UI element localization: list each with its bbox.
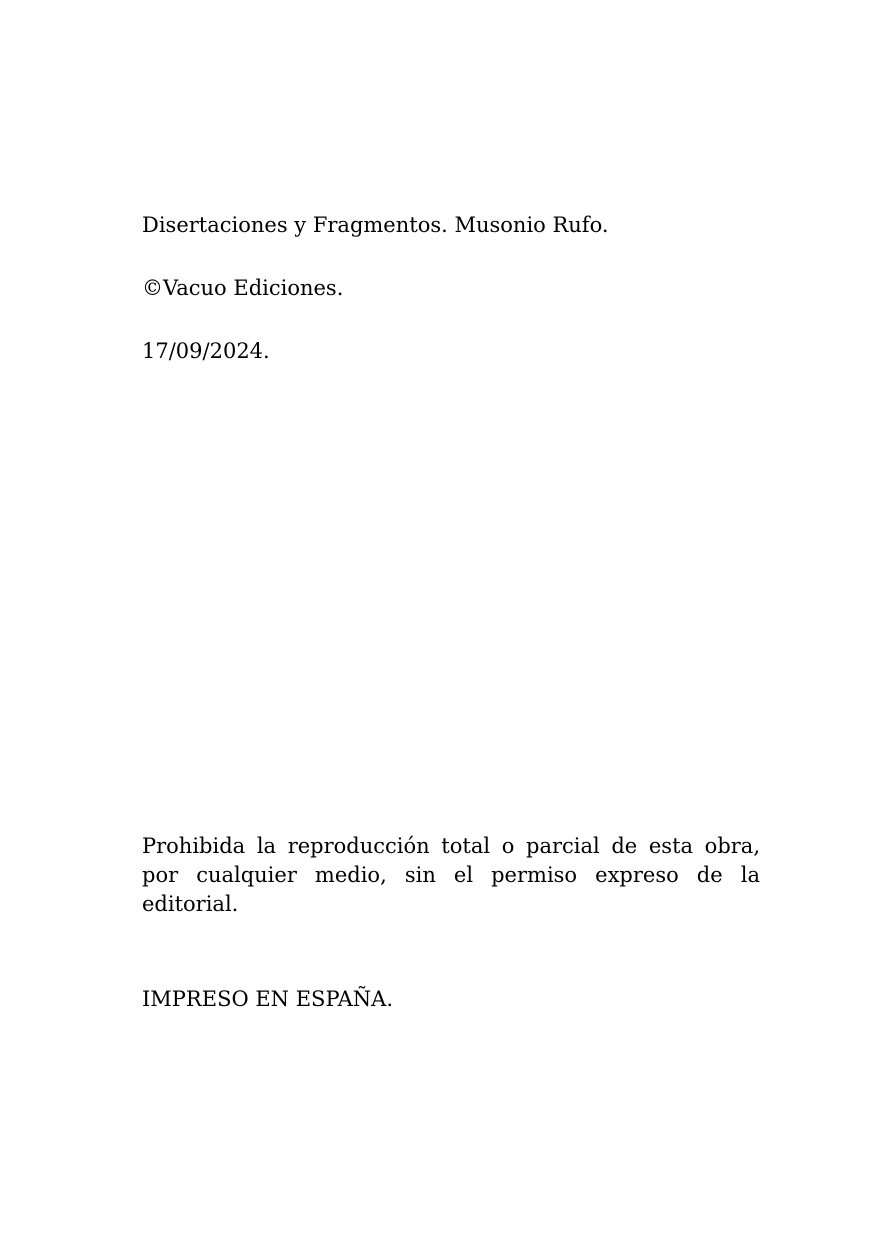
publication-date: 17/09/2024. bbox=[142, 339, 270, 363]
rights-notice: Prohibida la reproducción total o parcial de esta obra, por cualquier medio, sin el permiso expreso de la editorial. bbox=[142, 834, 760, 916]
book-title-author: Disertaciones y Fragmentos. Musonio Rufo. bbox=[142, 213, 609, 237]
publisher-copyright: ©Vacuo Ediciones. bbox=[142, 276, 344, 300]
printed-in-notice: IMPRESO EN ESPAÑA. bbox=[142, 987, 394, 1011]
